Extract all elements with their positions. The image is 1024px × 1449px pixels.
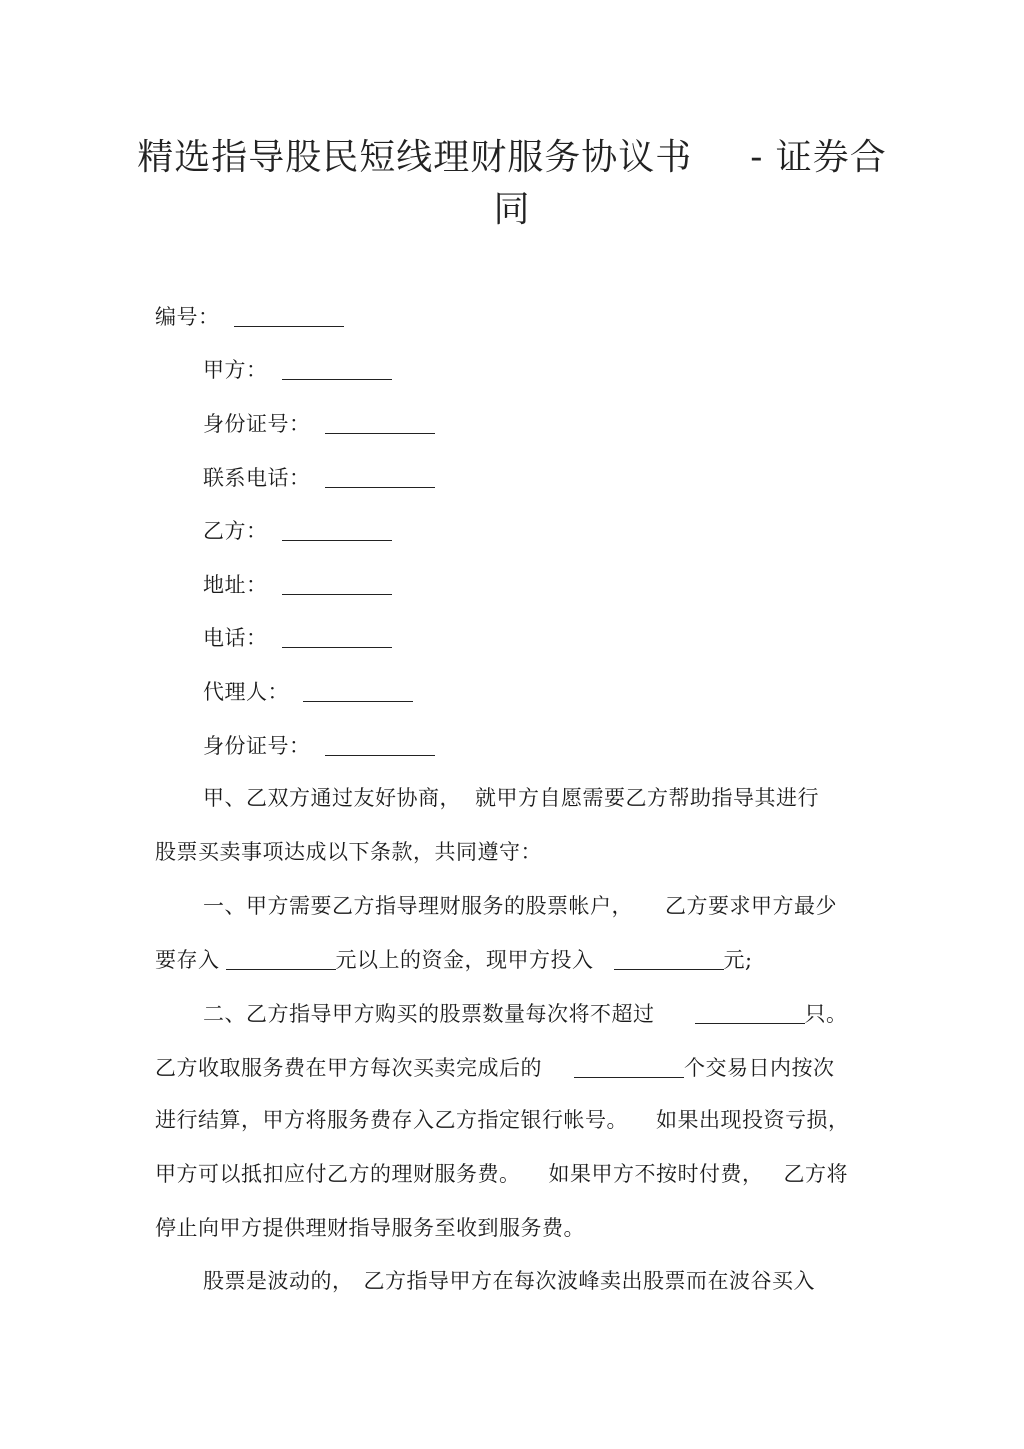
clause-2-line-5: 停止向甲方提供理财指导服务至收到服务费。 — [155, 1216, 585, 1240]
clause-2-fee-text: 乙方收取服务费在甲方每次买卖完成后的 — [155, 1056, 542, 1080]
party-b-field — [203, 520, 392, 542]
address-label: 地址： — [203, 573, 268, 597]
agent-id-no-blank — [325, 735, 435, 756]
id-no-blank — [325, 413, 435, 434]
clause-1-unit: 元; — [723, 948, 753, 972]
title-suffix: - 证券合 — [750, 137, 887, 178]
document-title-line-2: 同 — [493, 189, 531, 230]
para-3-text-b: 乙方指导甲方在每次波峰卖出股票而在波谷买入 — [363, 1269, 815, 1293]
party-a-label: 甲方： — [203, 358, 268, 382]
max-stock-count-blank — [695, 1003, 805, 1024]
clause-2-deduct-text: 甲方可以抵扣应付乙方的理财服务费。 — [155, 1162, 521, 1186]
clause-1-text-b: 乙方要求甲方最少 — [665, 894, 837, 918]
party-b-blank — [282, 520, 392, 541]
contact-phone-label: 联系电话： — [203, 466, 311, 490]
address-field — [203, 574, 392, 596]
clause-1-invest-label: 元以上的资金，现甲方投入 — [335, 948, 594, 972]
phone-field — [203, 627, 392, 649]
party-a-field — [203, 359, 392, 381]
clause-2-text-a: 二、乙方指导甲方购买的股票数量每次将不超过 — [203, 1002, 655, 1026]
intro-line-1 — [203, 788, 819, 809]
number-label: 编号： — [155, 305, 220, 329]
intro-text-a: 甲、乙双方通过友好协商， — [203, 786, 461, 810]
clause-2-days-text: 个交易日内按次 — [684, 1056, 835, 1080]
agent-blank — [303, 681, 413, 702]
intro-text-b: 就甲方自愿需要乙方帮助指导其进行 — [475, 786, 819, 810]
clause-2-line-1 — [203, 1003, 848, 1025]
clause-2-settle-text: 进行结算，甲方将服务费存入乙方指定银行帐号。 — [155, 1108, 628, 1132]
id-no-field — [203, 413, 435, 435]
clause-2-line-4 — [155, 1164, 848, 1185]
phone-blank — [282, 627, 392, 648]
party-a-blank — [282, 359, 392, 380]
agent-id-no-field — [203, 735, 435, 757]
clause-1-line-2 — [155, 949, 753, 971]
id-no-label: 身份证号： — [203, 412, 311, 436]
phone-label: 电话： — [203, 626, 268, 650]
clause-2-late-text: 如果甲方不按时付费， — [548, 1162, 764, 1186]
contact-phone-field — [203, 467, 435, 489]
contact-phone-blank — [325, 467, 435, 488]
clause-2-partyb-text: 乙方将 — [783, 1162, 848, 1186]
clause-2-line-3 — [155, 1110, 850, 1131]
settlement-days-blank — [574, 1057, 684, 1078]
clause-1-line-1 — [203, 896, 837, 917]
party-b-label: 乙方： — [203, 519, 268, 543]
clause-1-deposit-label: 要存入 — [155, 948, 220, 972]
para-3-text-a: 股票是波动的， — [203, 1269, 354, 1293]
agent-id-no-label: 身份证号： — [203, 734, 311, 758]
agent-field — [203, 681, 413, 703]
minimum-deposit-blank — [226, 949, 336, 970]
intro-line-2: 股票买卖事项达成以下条款，共同遵守： — [155, 840, 542, 864]
agent-label: 代理人： — [203, 680, 289, 704]
paragraph-3-line-1 — [203, 1271, 815, 1292]
investment-amount-blank — [614, 949, 724, 970]
clause-2-unit: 只。 — [804, 1002, 848, 1026]
number-blank — [234, 306, 344, 327]
document-title-line-1 — [0, 137, 1024, 178]
title-main: 精选指导股民短线理财服务协议书 — [137, 137, 693, 178]
address-blank — [282, 574, 392, 595]
number-field — [155, 306, 344, 328]
clause-1-text-a: 一、甲方需要乙方指导理财服务的股票帐户， — [203, 894, 633, 918]
clause-2-loss-text: 如果出现投资亏损， — [656, 1108, 850, 1132]
clause-2-line-2 — [155, 1057, 835, 1079]
